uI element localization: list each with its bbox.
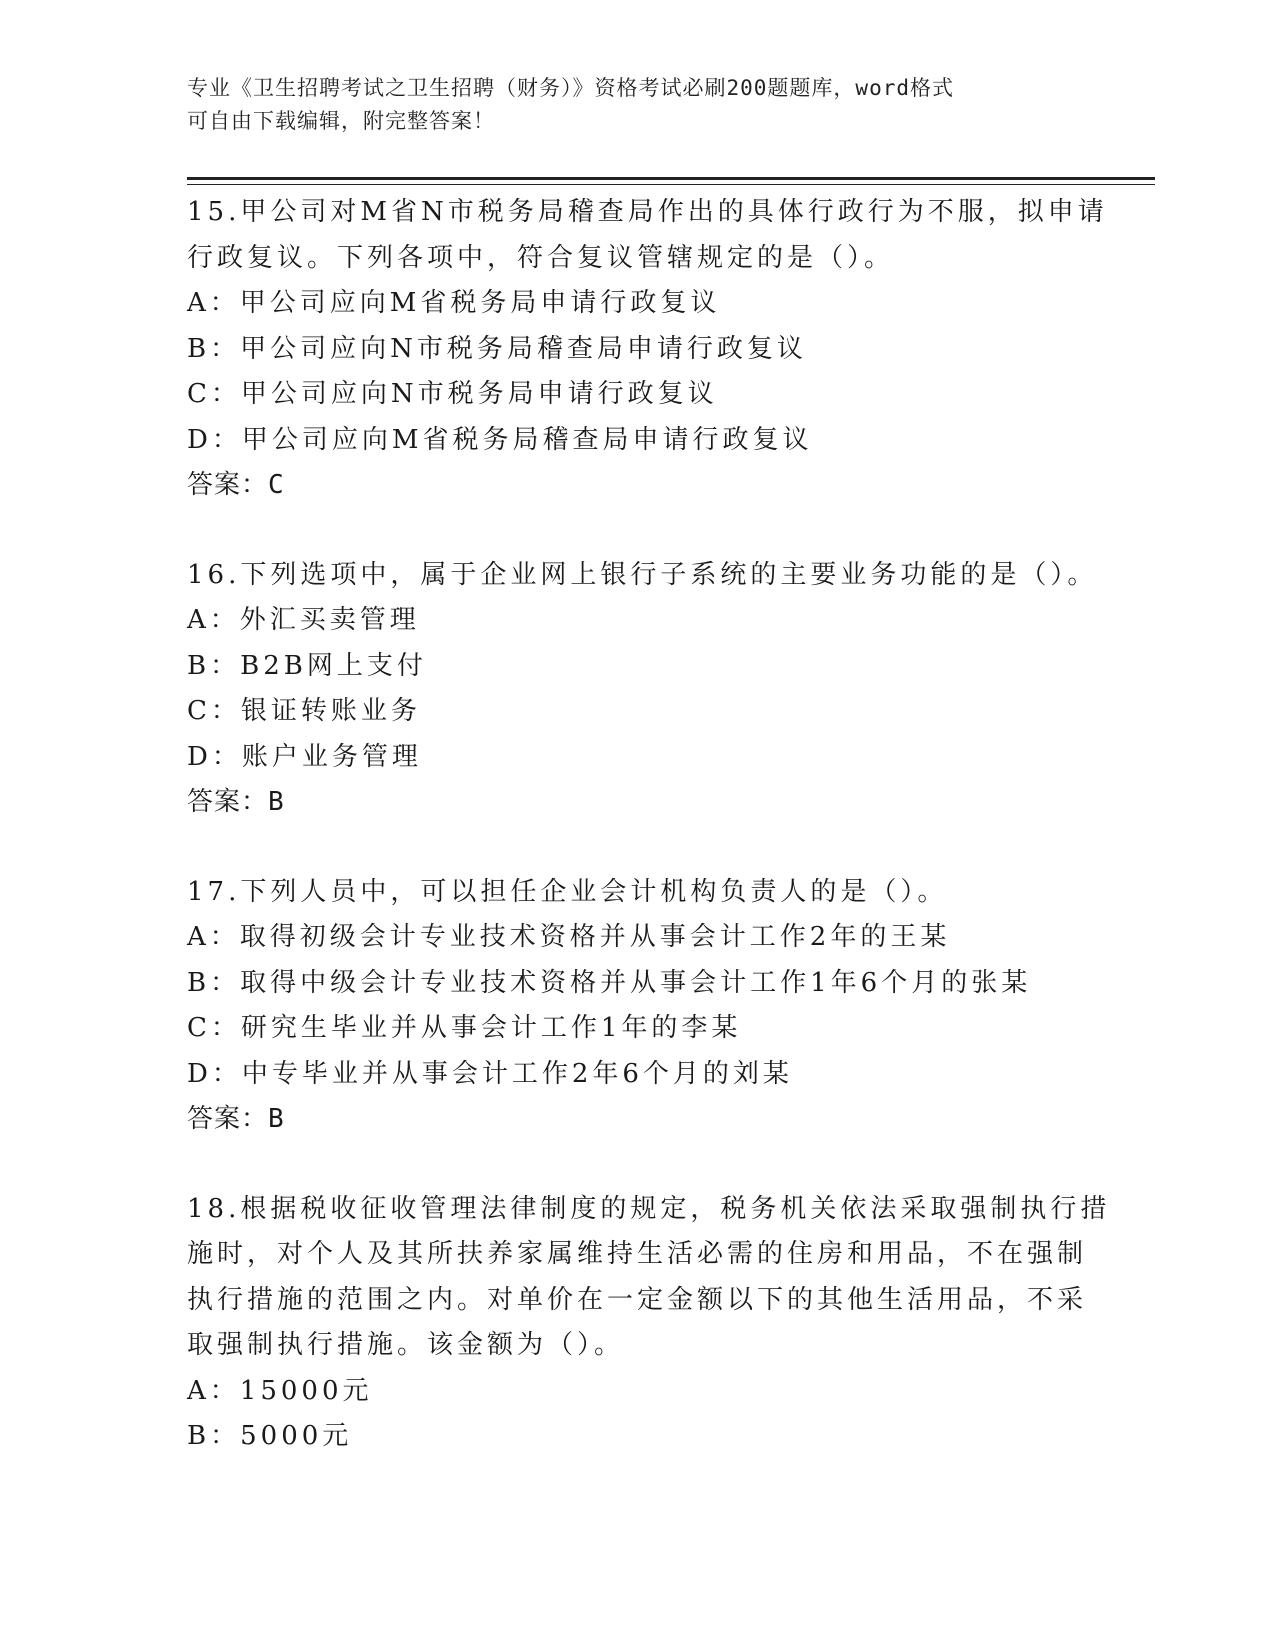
question-stem-line: 取强制执行措施。该金额为（）。 [187,1330,625,1360]
question-17 [187,870,1087,1143]
header-rule-thin [187,184,1155,185]
question-18 [187,1187,1111,1460]
option-c: C：研究生毕业并从事会计工作1年的李某 [187,1013,742,1043]
header-rule-thick [187,177,1155,180]
question-15 [187,190,1108,509]
option-b: B：5000元 [187,1421,353,1451]
option-d: D：甲公司应向M省税务局稽查局申请行政复议 [187,424,813,455]
question-16 [187,553,1098,826]
question-stem-line: 行政复议。下列各项中，符合复议管辖规定的是（）。 [187,242,895,273]
option-a: A：甲公司应向M省税务局申请行政复议 [187,288,721,318]
question-list [187,190,1111,1504]
question-stem-line: 16.下列选项中，属于企业网上银行子系统的主要业务功能的是（）。 [187,559,1098,590]
question-stem-line: 18.根据税收征收管理法律制度的规定，税务机关依法采取强制执行措 [187,1193,1111,1224]
header-line-1: 专业《卫生招聘考试之卫生招聘（财务）》资格考试必刷200题题库，word格式 [187,76,954,100]
question-stem-line: 执行措施的范围之内。对单价在一定金额以下的其他生活用品，不采 [187,1284,1088,1315]
option-c: C：银证转账业务 [187,696,421,726]
question-stem-line: 15.甲公司对M省N市税务局稽查局作出的具体行政行为不服，拟申请 [187,197,1108,227]
option-d: D：中专毕业并从事会计工作2年6个月的刘某 [187,1058,793,1089]
document-header [187,72,1087,138]
answer-label: 答案：B [187,787,285,817]
answer-label: 答案：B [187,1104,285,1134]
option-c: C：甲公司应向N市税务局申请行政复议 [187,379,718,409]
header-line-2: 可自由下载编辑，附完整答案！ [187,109,495,133]
answer-label: 答案：C [187,470,285,500]
question-stem-line: 施时，对个人及其所扶养家属维持生活必需的住房和用品，不在强制 [187,1239,1088,1269]
question-stem-line: 17.下列人员中，可以担任企业会计机构负责人的是（）。 [187,876,948,907]
option-a: A：外汇买卖管理 [187,605,420,635]
option-b: B：取得中级会计专业技术资格并从事会计工作1年6个月的张某 [187,967,1032,998]
option-a: A：15000元 [187,1375,373,1406]
option-b: B：甲公司应向N市税务局稽查局申请行政复议 [187,333,807,364]
option-d: D：账户业务管理 [187,741,422,772]
option-b: B：B2B网上支付 [187,650,427,681]
option-a: A：取得初级会计专业技术资格并从事会计工作2年的王某 [187,922,951,952]
